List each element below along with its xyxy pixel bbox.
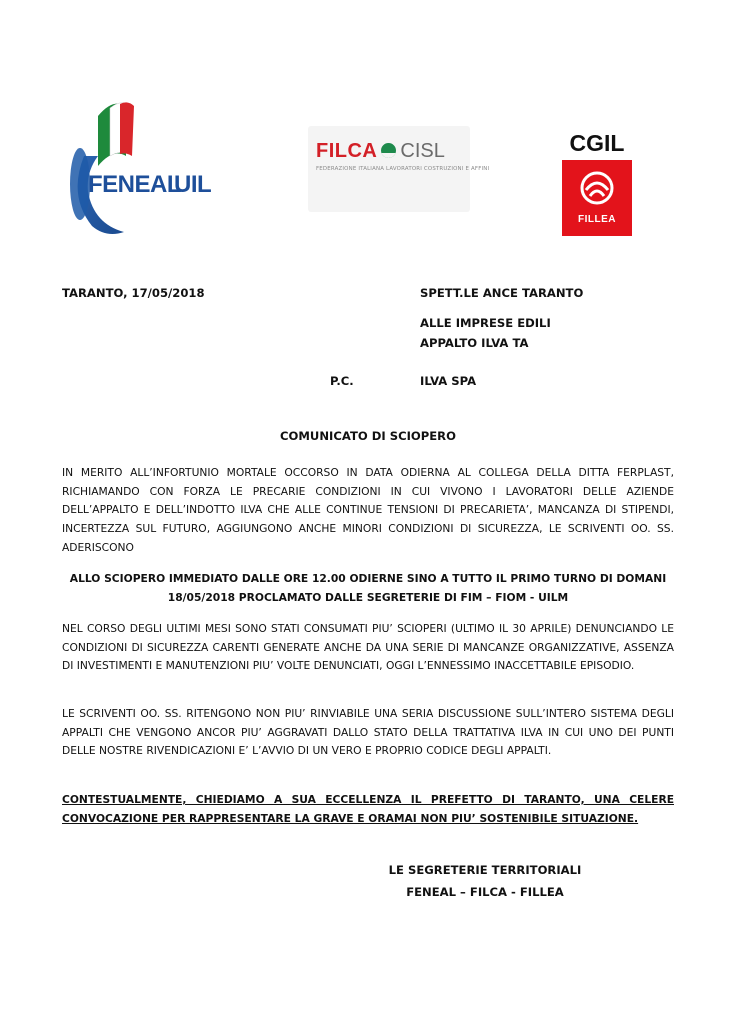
filca-cisl-logo — [308, 126, 490, 212]
fillea-red-block — [562, 160, 632, 236]
svg-text:UIL: UIL — [174, 171, 212, 198]
feneal-uil-logo — [58, 96, 218, 236]
fillea-label: FILLEA — [578, 214, 616, 225]
paragraph-4: LE SCRIVENTI OO. SS. RITENGONO NON PIU’ RINVIABILE UNA SERIA DISCUSSIONE SULL’INTERO SISTEMA DEGLI APPALTI CHE VENGONO ANCOR PIU’ AGGRAVATI DALLO STATO DELLA TRATTATIVA ILVA IN CUI UNO DEI PUNTI DELLE NOSTRE RIVENDICAZIONI E’ L’AVVIO DI UN VERO E PROPRIO CODICE DEGLI APPALTI. — [62, 707, 674, 758]
filca-wordmark — [316, 140, 445, 163]
cgil-fillea-logo — [558, 130, 636, 236]
pc-label: P.C. — [330, 374, 354, 388]
request-to-prefect: CONTESTUALMENTE, CHIEDIAMO A SUA ECCELLENZA IL PREFETTO DI TARANTO, UNA CELERE CONVOCAZIONE PER RAPPRESENTARE LA GRAVE E ORAMAI NON PIU’ SOSTENIBILE SITUAZIONE. — [62, 793, 674, 825]
pc-recipient: ILVA SPA — [420, 374, 477, 388]
recipient-appalto: APPALTO ILVA TA — [420, 336, 529, 350]
strike-announcement: ALLO SCIOPERO IMMEDIATO DALLE ORE 12.00 ODIERNE SINO A TUTTO IL PRIMO TURNO DI DOMANI 18/05/2018 PROCLAMATO DALLE SEGRETERIE DI FIM – FIOM - UILM — [69, 572, 667, 604]
paragraph-3: NEL CORSO DEGLI ULTIMI MESI SONO STATI CONSUMATI PIU’ SCIOPERI (ULTIMO IL 30 APRILE) DENUNCIANDO LE CONDIZIONI DI SICUREZZA CARENTI GENERATE ANCHE DA UNA SERIE DI MANCANZE ORGANIZZATIVE, ASSENZA DI INVESTIMENTI E MANUTENZIONI PIU’ VOLTE DENUNCIATI, OGGI L’ENNESSIMO INACCETTABILE EPISODIO. — [62, 622, 674, 673]
cisl-half-circle-icon — [381, 143, 396, 158]
fillea-swirl-icon — [576, 168, 618, 208]
paragraph-1: IN MERITO ALL’INFORTUNIO MORTALE OCCORSO IN DATA ODIERNA AL COLLEGA DELLA DITTA FERPLAST, RICHIAMANDO CON FORZA LE PRECARIE CONDIZIONI IN CUI VIVONO I LAVORATORI DELLE AZIENDE DELL’APPALTO E DELL’INDOTTO ILVA CHE ALLE CONTINUE TENSIONI DI PRECARIETA’, MANCANZA DI STIPENDI, INCERTEZZA SUL FUTURO, AGGIUNGONO ANCHE MINORI CONDIZIONI DI SICUREZZA, LE SCRIVENTI OO. SS. ADERISCONO — [62, 466, 674, 554]
document-title: COMUNICATO DI SCIOPERO — [280, 429, 456, 443]
signature-line-2: FENEAL – FILCA - FILLEA — [406, 885, 564, 899]
cisl-name: CISL — [400, 140, 445, 162]
signature-line-1: LE SEGRETERIE TERRITORIALI — [388, 863, 582, 877]
filca-subtitle: FEDERAZIONE ITALIANA LAVORATORI COSTRUZIONI E AFFINI — [316, 166, 490, 172]
recipient-ance: SPETT.LE ANCE TARANTO — [420, 286, 584, 300]
date-line: TARANTO, 17/05/2018 — [62, 286, 205, 300]
cgil-wordmark: CGIL — [569, 130, 625, 156]
filca-name: FILCA — [316, 140, 378, 162]
recipient-imprese: ALLE IMPRESE EDILI — [420, 316, 551, 330]
svg-text:FENEAL: FENEAL — [88, 171, 181, 198]
